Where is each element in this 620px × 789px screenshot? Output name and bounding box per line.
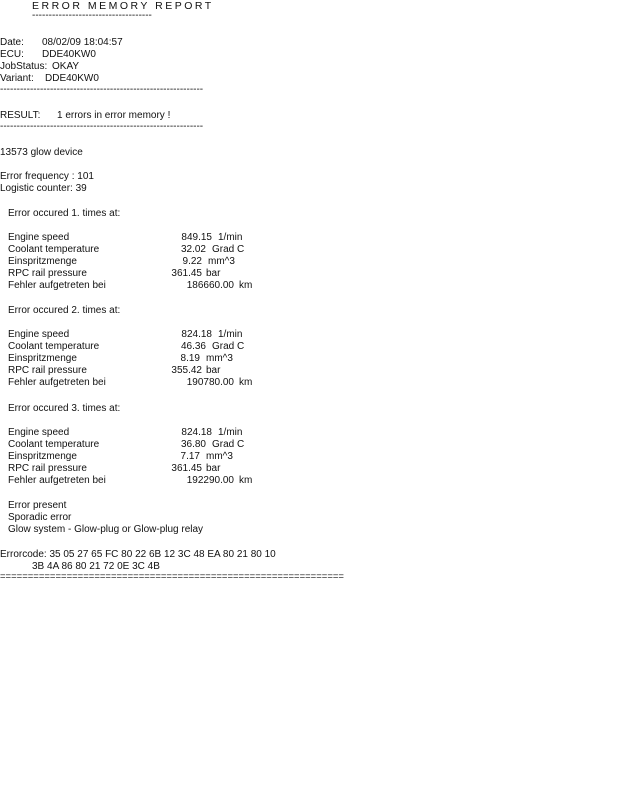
measurement-unit: Grad C [212, 244, 245, 255]
measurement-unit: 1/min [218, 232, 243, 243]
measurement-label: RPC rail pressure [8, 268, 87, 279]
measurement-unit: mm^3 [208, 256, 235, 267]
variant-value: DDE40KW0 [45, 73, 99, 84]
measurement-value: 32.02 [180, 244, 206, 255]
measurement-value: 36.80 [180, 439, 206, 450]
ecu-value: DDE40KW0 [42, 49, 96, 60]
jobstatus-value: OKAY [52, 61, 80, 72]
measurement-row [8, 268, 308, 280]
separator-top: ------------------------------------------------------------- [0, 84, 204, 95]
measurement-row [8, 439, 308, 451]
status-line: Glow system - Glow-plug or Glow-plug relay [8, 524, 204, 535]
measurement-label: Engine speed [8, 427, 70, 438]
result-value: 1 errors in error memory ! [57, 110, 171, 121]
title-underline: ------------------------------------ [32, 10, 152, 21]
measurement-row [8, 280, 308, 292]
measurement-row [8, 451, 308, 463]
logistic-counter: Logistic counter: 39 [0, 183, 87, 194]
measurement-value: 361.45 [171, 463, 202, 474]
measurement-unit: km [239, 377, 253, 388]
measurement-row [8, 329, 308, 341]
measurement-label: Engine speed [8, 232, 70, 243]
measurement-value: 190780.00 [186, 377, 234, 388]
measurement-value: 355.42 [171, 365, 202, 376]
errorcode-line: Errorcode: 35 05 27 65 FC 80 22 6B 12 3C 48 EA 80 21 80 10 [0, 549, 276, 560]
measurement-value: 192290.00 [186, 475, 234, 486]
measurement-label: Einspritzmenge [8, 451, 77, 462]
measurement-value: 186660.00 [186, 280, 234, 291]
report-title: ERROR MEMORY REPORT [32, 0, 214, 12]
measurement-row [8, 341, 308, 353]
measurement-label: Einspritzmenge [8, 256, 77, 267]
measurement-label: RPC rail pressure [8, 463, 87, 474]
error-title: 13573 glow device [0, 147, 83, 158]
measurement-value: 849.15 [181, 232, 212, 243]
measurement-value: 9.22 [182, 256, 202, 267]
measurement-row [8, 244, 308, 256]
measurement-label: Engine speed [8, 329, 70, 340]
measurement-unit: km [239, 280, 253, 291]
measurement-row [8, 463, 308, 475]
measurement-unit: Grad C [212, 439, 245, 450]
measurement-unit: mm^3 [206, 451, 233, 462]
measurement-label: Coolant temperature [8, 439, 100, 450]
measurement-value: 824.18 [181, 427, 212, 438]
measurement-row [8, 475, 308, 487]
end-rule: ============================================================== [0, 571, 344, 582]
measurement-value: 8.19 [180, 353, 200, 364]
measurement-row [8, 256, 308, 268]
measurement-label: Fehler aufgetreten bei [8, 475, 106, 486]
measurement-label: Coolant temperature [8, 341, 100, 352]
measurement-row [8, 365, 308, 377]
measurement-row [8, 232, 308, 244]
measurement-value: 824.18 [181, 329, 212, 340]
measurement-unit: bar [206, 268, 221, 279]
occurrence-heading: Error occured 3. times at: [8, 403, 121, 414]
measurement-label: Fehler aufgetreten bei [8, 280, 106, 291]
measurement-value: 46.36 [180, 341, 206, 352]
measurement-unit: 1/min [218, 329, 243, 340]
measurement-unit: Grad C [212, 341, 245, 352]
ecu-label: ECU: [0, 49, 24, 60]
measurement-unit: 1/min [218, 427, 243, 438]
occurrence-heading: Error occured 2. times at: [8, 305, 121, 316]
measurement-unit: km [239, 475, 253, 486]
measurement-label: RPC rail pressure [8, 365, 87, 376]
result-label: RESULT: [0, 110, 41, 121]
measurement-row [8, 353, 308, 365]
status-line: Error present [8, 500, 67, 511]
jobstatus-label: JobStatus: [0, 61, 48, 72]
measurement-row [8, 377, 308, 389]
measurement-label: Coolant temperature [8, 244, 100, 255]
measurement-value: 361.45 [171, 268, 202, 279]
separator-bottom: ------------------------------------------------------------- [0, 121, 204, 132]
error-frequency: Error frequency : 101 [0, 171, 94, 182]
occurrence-heading: Error occured 1. times at: [8, 208, 121, 219]
measurement-unit: bar [206, 365, 221, 376]
status-line: Sporadic error [8, 512, 72, 523]
measurement-value: 7.17 [180, 451, 200, 462]
variant-label: Variant: [0, 73, 34, 84]
measurement-unit: bar [206, 463, 221, 474]
date-label: Date: [0, 37, 24, 48]
date-value: 08/02/09 18:04:57 [42, 37, 123, 48]
measurement-unit: mm^3 [206, 353, 233, 364]
measurement-label: Einspritzmenge [8, 353, 77, 364]
measurement-row [8, 427, 308, 439]
errorcode-continuation: 3B 4A 86 80 21 72 0E 3C 4B [32, 561, 160, 572]
measurement-label: Fehler aufgetreten bei [8, 377, 106, 388]
